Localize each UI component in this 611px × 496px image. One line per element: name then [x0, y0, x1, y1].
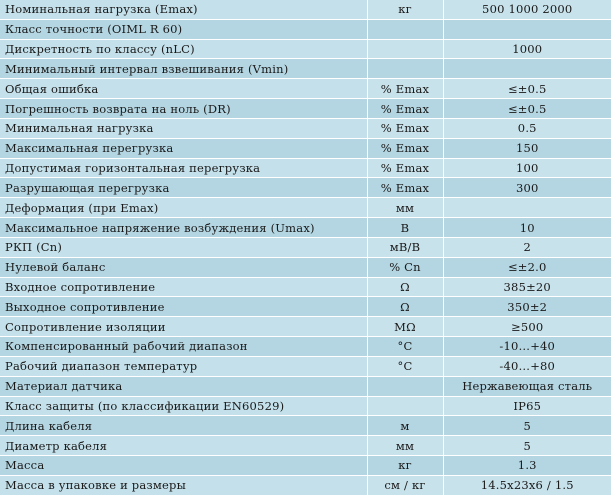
- table-row: [0, 218, 611, 238]
- table-row: [0, 337, 611, 357]
- value-cell: 2: [443, 237, 611, 257]
- parameter-cell: Компенсированный рабочий диапазон: [0, 337, 367, 357]
- table-row: [0, 436, 611, 456]
- parameter-cell: Масса в упаковке и размеры: [0, 475, 367, 495]
- value-cell: [443, 59, 611, 79]
- value-cell: 14.5x23x6 / 1.5: [443, 475, 611, 495]
- value-cell: ≤±0.5: [443, 99, 611, 119]
- parameter-cell: Входное сопротивление: [0, 277, 367, 297]
- unit-cell: кг: [367, 0, 443, 19]
- parameter-cell: Минимальная нагрузка: [0, 118, 367, 138]
- table-row: [0, 158, 611, 178]
- parameter-cell: Класс защиты (по классификации EN60529): [0, 396, 367, 416]
- unit-cell: кг: [367, 456, 443, 476]
- parameter-cell: Класс точности (OIML R 60): [0, 19, 367, 39]
- table-row: [0, 456, 611, 476]
- parameter-cell: Деформация (при Emax): [0, 198, 367, 218]
- unit-cell: % Emax: [367, 158, 443, 178]
- table-row: [0, 297, 611, 317]
- unit-cell: [367, 376, 443, 396]
- value-cell: 300: [443, 178, 611, 198]
- value-cell: 5: [443, 436, 611, 456]
- table-row: [0, 198, 611, 218]
- value-cell: IP65: [443, 396, 611, 416]
- unit-cell: [367, 59, 443, 79]
- table-row: [0, 396, 611, 416]
- table-row: [0, 39, 611, 59]
- unit-cell: % Emax: [367, 178, 443, 198]
- parameter-cell: Разрушающая перегрузка: [0, 178, 367, 198]
- unit-cell: % Emax: [367, 79, 443, 99]
- parameter-cell: Материал датчика: [0, 376, 367, 396]
- parameter-cell: Дискретность по классу (nLC): [0, 39, 367, 59]
- value-cell: 150: [443, 138, 611, 158]
- value-cell: -40…+80: [443, 356, 611, 376]
- table-row: [0, 138, 611, 158]
- table-row: [0, 79, 611, 99]
- parameter-cell: Максимальная перегрузка: [0, 138, 367, 158]
- unit-cell: мм: [367, 436, 443, 456]
- unit-cell: В: [367, 218, 443, 238]
- parameter-cell: Рабочий диапазон температур: [0, 356, 367, 376]
- parameter-cell: Допустимая горизонтальная перегрузка: [0, 158, 367, 178]
- table-row: [0, 0, 611, 19]
- table-row: [0, 257, 611, 277]
- table-row: [0, 237, 611, 257]
- table-row: [0, 356, 611, 376]
- table-row: [0, 19, 611, 39]
- unit-cell: MΩ: [367, 317, 443, 337]
- value-cell: 5: [443, 416, 611, 436]
- unit-cell: °C: [367, 356, 443, 376]
- value-cell: Нержавеющая сталь: [443, 376, 611, 396]
- value-cell: 100: [443, 158, 611, 178]
- unit-cell: м: [367, 416, 443, 436]
- table-row: [0, 277, 611, 297]
- value-cell: 1.3: [443, 456, 611, 476]
- table-row: [0, 99, 611, 119]
- value-cell: [443, 19, 611, 39]
- parameter-cell: Номинальная нагрузка (Emax): [0, 0, 367, 19]
- unit-cell: мВ/В: [367, 237, 443, 257]
- unit-cell: мм: [367, 198, 443, 218]
- parameter-cell: РКП (Cn): [0, 237, 367, 257]
- parameter-cell: Выходное сопротивление: [0, 297, 367, 317]
- table-row: [0, 317, 611, 337]
- unit-cell: [367, 39, 443, 59]
- parameter-cell: Сопротивление изоляции: [0, 317, 367, 337]
- value-cell: 500 1000 2000: [443, 0, 611, 19]
- table-row: [0, 416, 611, 436]
- unit-cell: [367, 396, 443, 416]
- table-row: [0, 475, 611, 495]
- unit-cell: Ω: [367, 277, 443, 297]
- unit-cell: [367, 19, 443, 39]
- parameter-cell: Диаметр кабеля: [0, 436, 367, 456]
- unit-cell: см / кг: [367, 475, 443, 495]
- unit-cell: % Emax: [367, 99, 443, 119]
- value-cell: 1000: [443, 39, 611, 59]
- unit-cell: Ω: [367, 297, 443, 317]
- parameter-cell: Минимальный интервал взвешивания (Vmin): [0, 59, 367, 79]
- table-row: [0, 178, 611, 198]
- parameter-cell: Погрешность возврата на ноль (DR): [0, 99, 367, 119]
- value-cell: ≤±0.5: [443, 79, 611, 99]
- parameter-cell: Общая ошибка: [0, 79, 367, 99]
- unit-cell: % Emax: [367, 118, 443, 138]
- table-row: [0, 59, 611, 79]
- table-row: [0, 376, 611, 396]
- parameter-cell: Масса: [0, 456, 367, 476]
- value-cell: [443, 198, 611, 218]
- value-cell: ≥500: [443, 317, 611, 337]
- value-cell: 0.5: [443, 118, 611, 138]
- parameter-cell: Длина кабеля: [0, 416, 367, 436]
- table-row: [0, 118, 611, 138]
- unit-cell: % Emax: [367, 138, 443, 158]
- unit-cell: °C: [367, 337, 443, 357]
- value-cell: 385±20: [443, 277, 611, 297]
- value-cell: 10: [443, 218, 611, 238]
- parameter-cell: Максимальное напряжение возбуждения (Umax): [0, 218, 367, 238]
- value-cell: 350±2: [443, 297, 611, 317]
- value-cell: -10…+40: [443, 337, 611, 357]
- parameter-cell: Нулевой баланс: [0, 257, 367, 277]
- unit-cell: % Cn: [367, 257, 443, 277]
- value-cell: ≤±2.0: [443, 257, 611, 277]
